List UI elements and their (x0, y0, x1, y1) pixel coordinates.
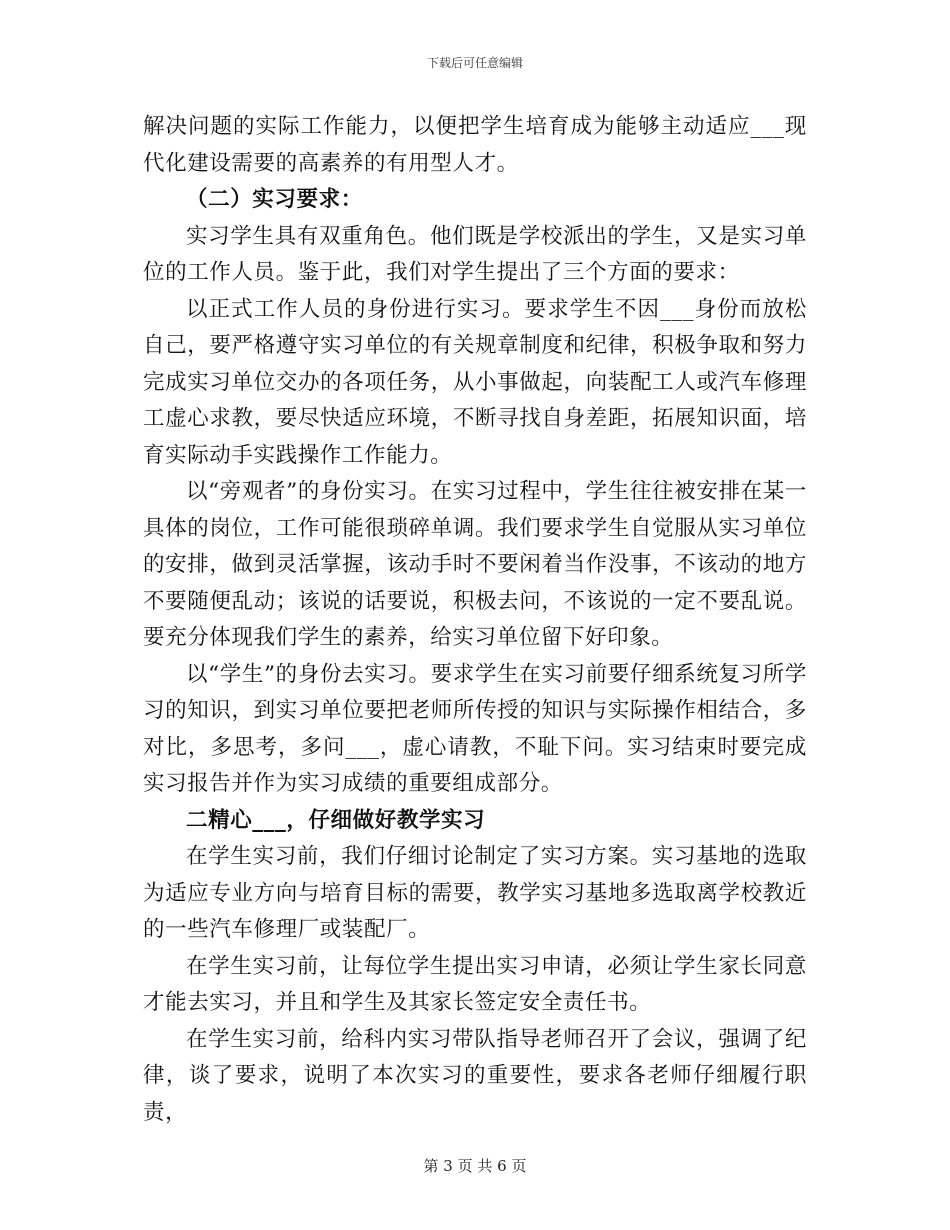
paragraph-6: 在学生实习前，我们仔细讨论制定了实习方案。实习基地的选取为适应专业方向与培育目标的需要，教学实习基地多选取离学校教近的一些汽车修理厂或装配厂。 (143, 844, 807, 942)
paragraph-1: 解决问题的实际工作能力，以便把学生培育成为能够主动适应___现代化建设需要的高素养的有用型人才。 (143, 114, 807, 176)
document-body (143, 109, 807, 1131)
section-heading-teaching: 二精心___，仔细做好教学实习 (186, 807, 486, 833)
paragraph-3: 以正式工作人员的身份进行实习。要求学生不因___身份而放松自己，要严格遵守实习单位的有关规章制度和纪律，积极争取和努力完成实习单位交办的各项任务，从小事做起，向装配工人或汽车修理工虚心求教，要尽快适应环境，不断寻找自身差距，拓展知识面，培育实际动手实践操作工作能力。 (143, 296, 807, 468)
page-header-note: 下载后可任意编辑 (426, 56, 523, 70)
paragraph-2: 实习学生具有双重角色。他们既是学校派出的学生，又是实习单位的工作人员。鉴于此，我们对学生提出了三个方面的要求： (143, 223, 807, 285)
paragraph-8: 在学生实习前，给科内实习带队指导老师召开了会议，强调了纪律，谈了要求，说明了本次实习的重要性，要求各老师仔细履行职责， (143, 1026, 807, 1125)
paragraph-4: 以“旁观者”的身份实习。在实习过程中，学生往往被安排在某一具体的岗位，工作可能很琐碎单调。我们要求学生自觉服从实习单位的安排，做到灵活掌握，该动手时不要闲着当作没事，不该动的地方不要随便乱动；该说的话要说，积极去问，不该说的一定不要乱说。要充分体现我们学生的素养，给实习单位留下好印象。 (143, 479, 807, 650)
paragraph-7: 在学生实习前，让每位学生提出实习申请，必须让学生家长同意才能去实习，并且和学生及其家长签定安全责任书。 (143, 953, 807, 1015)
section-heading-requirements: （二）实习要求： (186, 187, 363, 212)
page-number: 第 3 页 共 6 页 (423, 1157, 527, 1175)
paragraph-5: 以“学生”的身份去实习。要求学生在实习前要仔细系统复习所学习的知识，到实习单位要把老师所传授的知识与实际操作相结合，多对比，多思考，多问___，虚心请教，不耻下问。实习结束时要完成实习报告并作为实习成绩的重要组成部分。 (143, 661, 807, 796)
